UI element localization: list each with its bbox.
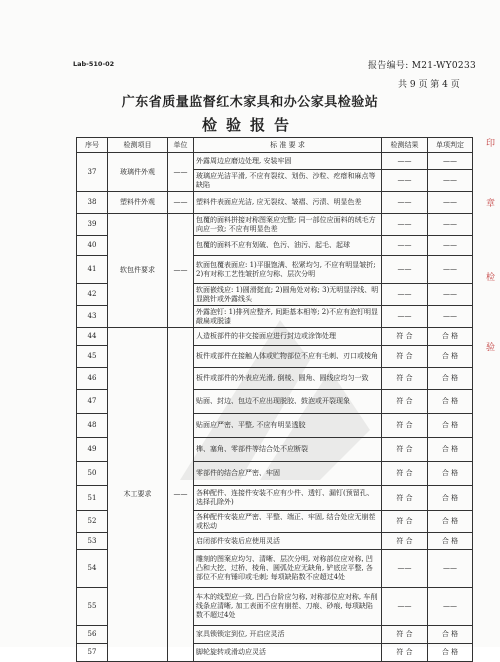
row-result: —— bbox=[382, 170, 428, 192]
row-result: 符 合 bbox=[382, 462, 428, 486]
row-result: —— bbox=[382, 256, 428, 284]
row-no: 54 bbox=[77, 550, 108, 588]
row-requirement: 塑料件表面应光洁, 应无裂纹、皱褶、污渍、明显色差 bbox=[194, 192, 382, 214]
row-result: —— bbox=[382, 306, 428, 328]
row-requirement: 板件或部件在接触人体或贮物部位不应有毛刺、刃口或棱角 bbox=[194, 346, 382, 368]
row-result: 符 合 bbox=[382, 346, 428, 368]
row-requirement: 板件或部件的外表应光滑, 倒棱、圆角、圆线应均匀一致 bbox=[194, 368, 382, 390]
col-header-unit: 单位 bbox=[168, 138, 194, 153]
row-no: 42 bbox=[77, 284, 108, 306]
row-verdict: 合 格 bbox=[428, 462, 473, 486]
row-requirement: 各种配件安装应严密、平整、端正、牢固, 结合处应无崩茬或松动 bbox=[194, 511, 382, 533]
row-no: 53 bbox=[77, 533, 108, 550]
row-unit: —— bbox=[168, 153, 194, 192]
row-requirement: 榫、塞角、零部件等结合处不应断裂 bbox=[194, 438, 382, 462]
row-verdict: 合 格 bbox=[428, 328, 473, 346]
row-no: 43 bbox=[77, 306, 108, 328]
row-verdict: —— bbox=[428, 256, 473, 284]
seam-stamp: 印 章 检 验 bbox=[486, 139, 496, 353]
row-verdict: 合 格 bbox=[428, 368, 473, 390]
row-no: 37 bbox=[77, 153, 108, 192]
row-result: 符 合 bbox=[382, 390, 428, 414]
row-requirement: 软面包覆表面应: 1)平服饱满、松紧均匀, 不应有明显皱折; 2)有对称工艺性皱折应匀称、层次分明 bbox=[194, 256, 382, 284]
row-result: 符 合 bbox=[382, 328, 428, 346]
row-verdict: 合 格 bbox=[428, 644, 473, 662]
table-row bbox=[77, 192, 473, 214]
row-result: —— bbox=[382, 236, 428, 256]
row-verdict: —— bbox=[428, 306, 473, 328]
row-no: 49 bbox=[77, 438, 108, 462]
row-result: —— bbox=[382, 550, 428, 588]
row-verdict: —— bbox=[428, 192, 473, 214]
col-header-requirement: 标 准 要 求 bbox=[194, 138, 382, 153]
row-verdict: 合 格 bbox=[428, 438, 473, 462]
row-no: 57 bbox=[77, 644, 108, 662]
row-result: 符 合 bbox=[382, 414, 428, 438]
row-item: 玻璃件外观 bbox=[108, 153, 168, 192]
row-result: —— bbox=[382, 214, 428, 236]
page-info: 共 9 页 第 4 页 bbox=[398, 80, 460, 90]
row-verdict: 合 格 bbox=[428, 346, 473, 368]
row-requirement: 包覆的面料拼接对称图案应完整; 同一部位应面料的绒毛方向应一致; 不应有明显色差 bbox=[194, 214, 382, 236]
row-verdict: 合 格 bbox=[428, 626, 473, 644]
row-requirement: 玻璃应光洁平滑, 不应有裂纹、划伤、沙粒、疙瘩和麻点等缺陷 bbox=[194, 170, 382, 192]
row-result: —— bbox=[382, 588, 428, 626]
row-no: 47 bbox=[77, 390, 108, 414]
row-item: 木工要求 bbox=[108, 328, 168, 662]
row-requirement: 车木的线型应一致, 凹凸台阶应匀称, 对称部位应对称, 车削线条应清晰, 加工表面不应有崩茬、刀痕、砂痕, 每项缺陷数不超过4处 bbox=[194, 588, 382, 626]
row-unit: —— bbox=[168, 214, 194, 328]
row-no: 55 bbox=[77, 588, 108, 626]
col-header-item: 检测项目 bbox=[108, 138, 168, 153]
row-result: 符 合 bbox=[382, 438, 428, 462]
inspection-table bbox=[76, 137, 473, 662]
table-row bbox=[77, 328, 473, 346]
lab-code: Lab-510-02 bbox=[73, 60, 115, 68]
row-result: —— bbox=[382, 192, 428, 214]
row-result: 符 合 bbox=[382, 644, 428, 662]
row-requirement: 脚轮旋转或滑动应灵活 bbox=[194, 644, 382, 662]
row-requirement: 启闭部件安装后应使用灵活 bbox=[194, 533, 382, 550]
organization-name: 广东省质量监督红木家具和办公家具检验站 bbox=[121, 95, 379, 110]
report-number: 报告编号: M21-WY0233 bbox=[368, 61, 477, 71]
row-no: 39 bbox=[77, 214, 108, 236]
row-result: —— bbox=[382, 153, 428, 170]
row-verdict: —— bbox=[428, 550, 473, 588]
row-no: 41 bbox=[77, 256, 108, 284]
row-requirement: 软面嵌线应: 1)圆滑挺直; 2)圆角处对称; 3)无明显浮线、明显跳针或外露线头 bbox=[194, 284, 382, 306]
row-requirement: 雕刻的图案应均匀、清晰、层次分明, 对称部位应对称, 凹凸和大挖、过桥、棱角、圆弧处应无缺角, 铲底应平整, 各部位不应有锤印或毛刺; 每项缺陷数不应超过4处 bbox=[194, 550, 382, 588]
row-result: 符 合 bbox=[382, 533, 428, 550]
row-requirement: 各种配件、连接件安装不应有少件、透钉、漏钉(预留孔、选择孔除外) bbox=[194, 486, 382, 511]
row-requirement: 贴面应严密、平整, 不应有明显透胶 bbox=[194, 414, 382, 438]
row-verdict: —— bbox=[428, 284, 473, 306]
row-requirement: 外露周边应磨边处理, 安装牢固 bbox=[194, 153, 382, 170]
row-result: 符 合 bbox=[382, 511, 428, 533]
row-no: 40 bbox=[77, 236, 108, 256]
row-verdict: 合 格 bbox=[428, 511, 473, 533]
row-result: 符 合 bbox=[382, 626, 428, 644]
row-no: 45 bbox=[77, 346, 108, 368]
row-verdict: 合 格 bbox=[428, 414, 473, 438]
row-verdict: —— bbox=[428, 153, 473, 170]
col-header-no: 序号 bbox=[77, 138, 108, 153]
row-requirement: 零部件的结合应严密、牢固 bbox=[194, 462, 382, 486]
row-verdict: —— bbox=[428, 588, 473, 626]
row-requirement: 人造板部件的非交接面应进行封边或涂饰处理 bbox=[194, 328, 382, 346]
row-unit: —— bbox=[168, 328, 194, 662]
row-unit: —— bbox=[168, 192, 194, 214]
row-result: 符 合 bbox=[382, 486, 428, 511]
row-no: 48 bbox=[77, 414, 108, 438]
row-no: 38 bbox=[77, 192, 108, 214]
row-no: 51 bbox=[77, 486, 108, 511]
row-verdict: 合 格 bbox=[428, 486, 473, 511]
row-item: 软包件要求 bbox=[108, 214, 168, 328]
row-requirement: 家具锁锁定到位, 开启应灵活 bbox=[194, 626, 382, 644]
report-title: 检验报告 bbox=[201, 116, 298, 134]
row-requirement: 包覆的面料不应有划破、色污、油污、起毛、起球 bbox=[194, 236, 382, 256]
table-header-row bbox=[77, 138, 473, 153]
row-verdict: 合 格 bbox=[428, 533, 473, 550]
row-result: —— bbox=[382, 284, 428, 306]
row-requirement: 贴面、封边、包边不应出现脱胶、鼓泡或开裂现象 bbox=[194, 390, 382, 414]
col-header-verdict: 单项判定 bbox=[428, 138, 473, 153]
col-header-result: 检测结果 bbox=[382, 138, 428, 153]
row-verdict: —— bbox=[428, 170, 473, 192]
row-item: 塑料件外观 bbox=[108, 192, 168, 214]
row-verdict: 合 格 bbox=[428, 390, 473, 414]
row-no: 50 bbox=[77, 462, 108, 486]
row-no: 56 bbox=[77, 626, 108, 644]
row-no: 44 bbox=[77, 328, 108, 346]
row-no: 46 bbox=[77, 368, 108, 390]
table-row bbox=[77, 214, 473, 236]
row-verdict: —— bbox=[428, 236, 473, 256]
row-requirement: 外露泡钉: 1)排列应整齐, 间距基本相等; 2)不应有泡钉明显敲扁或脱漆 bbox=[194, 306, 382, 328]
row-result: 符 合 bbox=[382, 368, 428, 390]
row-verdict: —— bbox=[428, 214, 473, 236]
row-no: 52 bbox=[77, 511, 108, 533]
table-row bbox=[77, 153, 473, 170]
